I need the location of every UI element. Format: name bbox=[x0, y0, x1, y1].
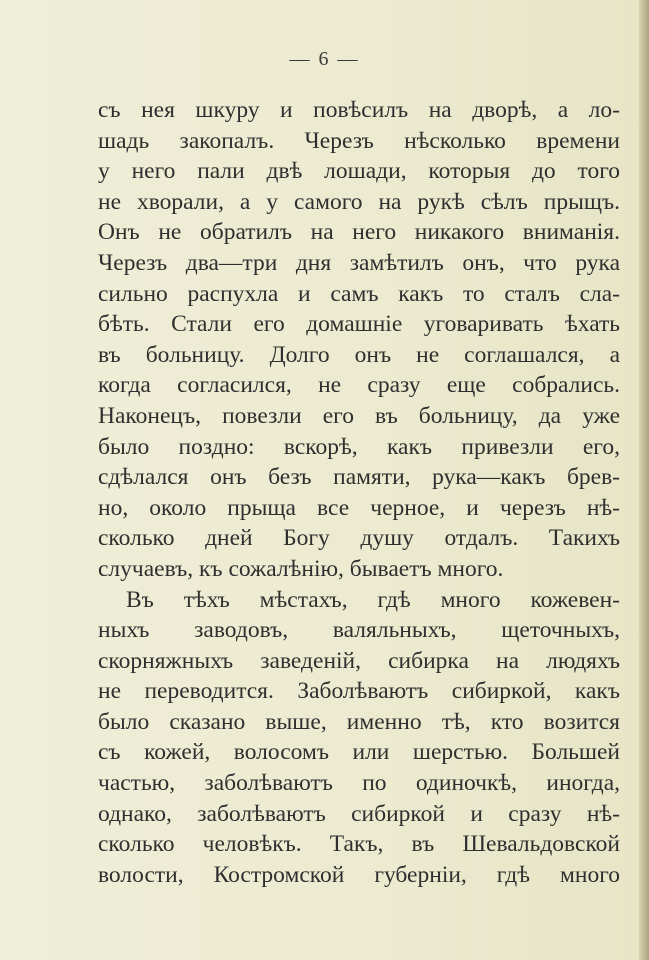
text-line: сильно распухла и самъ какъ то сталъ сла- bbox=[98, 280, 620, 307]
page-number: — 6 — bbox=[289, 48, 360, 70]
text-line: шадь закопалъ. Черезъ нѣсколько времени bbox=[98, 127, 620, 154]
text-line: однако, заболѣваютъ сибиркой и сразу нѣ- bbox=[98, 800, 620, 827]
text-line: когда согласился, не сразу еще собрались. bbox=[98, 372, 620, 399]
text-line: сдѣлался онъ безъ памяти, рука—какъ брев- bbox=[98, 464, 620, 491]
text-line: случаевъ, къ сожалѣнію, бываетъ много. bbox=[98, 555, 504, 582]
text-line: не хворали, а у самого на рукѣ сѣлъ прыщъ. bbox=[98, 188, 620, 215]
text-line: ныхъ заводовъ, валяльныхъ, щеточныхъ, bbox=[98, 617, 620, 644]
text-line: сколько человѣкъ. Такъ, въ Шевальдовской bbox=[98, 831, 620, 858]
body-text bbox=[98, 95, 620, 890]
text-line: съ кожей, волосомъ или шерстью. Большей bbox=[98, 739, 620, 766]
paragraph-2 bbox=[98, 585, 620, 891]
text-line: было сказано выше, именно тѣ, кто возится bbox=[98, 708, 620, 735]
page-edge-shadow bbox=[639, 0, 649, 960]
text-line: волости, Костромской губерніи, гдѣ много bbox=[98, 861, 620, 888]
text-line: сколько дней Богу душу отдалъ. Такихъ bbox=[98, 525, 620, 552]
text-line: частью, заболѣваютъ по одиночкѣ, иногда, bbox=[98, 770, 620, 797]
text-line: у него пали двѣ лошади, которыя до того bbox=[98, 158, 620, 185]
text-line: но, около прыща все черное, и черезъ нѣ- bbox=[98, 494, 620, 521]
text-line: не переводится. Заболѣваютъ сибиркой, какъ bbox=[98, 678, 620, 705]
text-line: съ нея шкуру и повѣсилъ на дворѣ, а ло- bbox=[98, 97, 620, 123]
text-line: скорняжныхъ заведеній, сибирка на людяхъ bbox=[98, 647, 620, 674]
paragraph-1 bbox=[98, 95, 620, 585]
text-line: въ больницу. Долго онъ не соглашался, а bbox=[98, 341, 620, 368]
text-line: Наконецъ, повезли его въ больницу, да уже bbox=[98, 402, 620, 429]
text-line: Въ тѣхъ мѣстахъ, гдѣ много кожевен- bbox=[126, 586, 620, 613]
text-line: было поздно: вскорѣ, какъ привезли его, bbox=[98, 433, 620, 460]
text-line: бѣть. Стали его домашніе уговаривать ѣхать bbox=[98, 311, 620, 338]
text-line: Черезъ два—три дня замѣтилъ онъ, что рука bbox=[98, 249, 620, 276]
text-line: Онъ не обратилъ на него никакого вниманія. bbox=[98, 219, 620, 246]
